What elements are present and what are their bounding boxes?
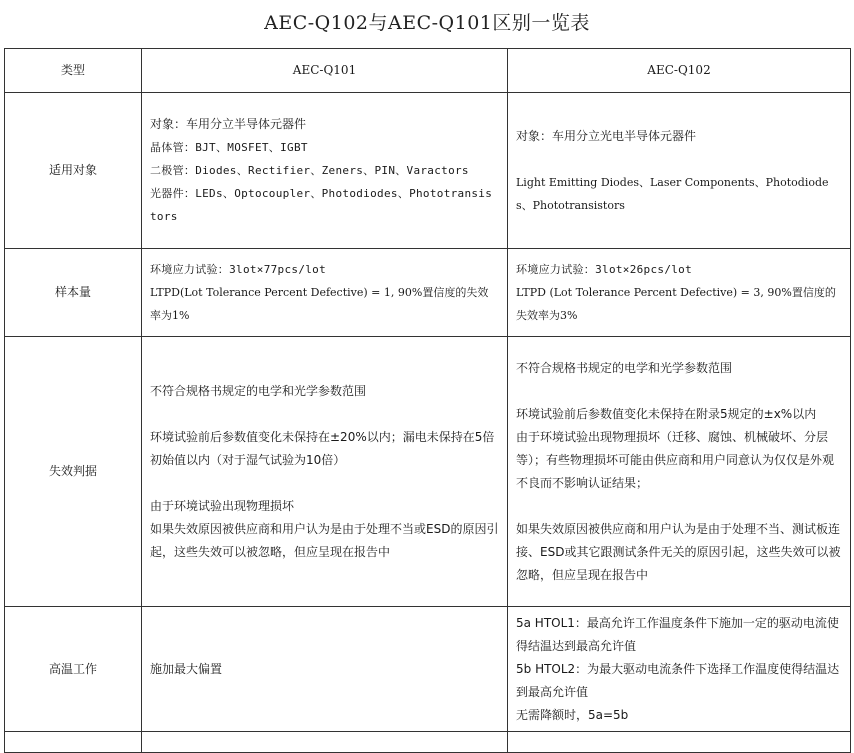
cell-q102-next <box>508 732 851 753</box>
header-type: 类型 <box>5 49 142 93</box>
q102-htol-line: 5b HTOL2：为最大驱动电流条件下选择工作温度使得结温达到最高允许值 <box>516 661 840 699</box>
q101-applicable-line: 晶体管：BJT、MOSFET、IGBT <box>150 141 308 154</box>
q101-applicable-line: 二极管：Diodes、Rectifier、Zeners、PIN、Varactors <box>150 164 469 177</box>
cell-q102-applicable <box>508 93 851 249</box>
q101-failure-line: 环境试验前后参数值变化未保持在±20%以内；漏电未保持在5倍初始值以内（对于湿气试验为10倍） <box>150 429 495 467</box>
q101-failure-line: 不符合规格书规定的电学和光学参数范围 <box>150 383 367 398</box>
page-title: AEC-Q102与AEC-Q101区别一览表 <box>264 12 590 34</box>
q102-failure-line: 不符合规格书规定的电学和光学参数范围 <box>516 360 733 375</box>
header-q102: AEC-Q102 <box>508 49 851 93</box>
q102-failure-line: 如果失效原因被供应商和用户认为是由于处理不当、测试板连接、ESD或其它跟测试条件无关的原因引起，这些失效可以被忽略，但应呈现在报告中 <box>516 521 841 582</box>
cell-q101-next <box>142 732 508 753</box>
q102-htol-line: 无需降额时，5a=5b <box>516 707 629 722</box>
cell-q101-applicable <box>142 93 508 249</box>
table-row-failure <box>5 337 851 607</box>
cell-q102-htol <box>508 607 851 732</box>
table-row-next <box>5 732 851 753</box>
q101-applicable-line: 对象：车用分立半导体元器件 <box>150 117 307 131</box>
row-label-failure: 失效判据 <box>5 337 142 607</box>
table-row-htol <box>5 607 851 732</box>
q102-sample-line: LTPD (Lot Tolerance Percent Defective) = 3, 90%置信度的失效率为3% <box>516 286 836 322</box>
row-label-applicable: 适用对象 <box>5 93 142 249</box>
header-q101: AEC-Q101 <box>142 49 508 93</box>
row-label-sample: 样本量 <box>5 249 142 337</box>
q101-sample-line: LTPD(Lot Tolerance Percent Defective) = 1, 90%置信度的失效率为1% <box>150 286 489 322</box>
q102-sample-line: 环境应力试验：3lot×26pcs/lot <box>516 263 693 276</box>
q101-failure-line: 由于环境试验出现物理损坏 <box>150 498 295 513</box>
table-row-sample <box>5 249 851 337</box>
q102-applicable-line: Light Emitting Diodes、Laser Components、Photodiodes、Phototransistors <box>516 175 829 212</box>
row-label-htol: 高温工作 <box>5 607 142 732</box>
q101-failure-line: 如果失效原因被供应商和用户认为是由于处理不当或ESD的原因引起，这些失效可以被忽略，但应呈现在报告中 <box>150 521 499 559</box>
q102-applicable-line: 对象：车用分立光电半导体元器件 <box>516 128 697 143</box>
cell-q101-htol: 施加最大偏置 <box>142 607 508 732</box>
cell-q101-sample <box>142 249 508 337</box>
cell-q101-failure <box>142 337 508 607</box>
q102-htol-line: 5a HTOL1：最高允许工作温度条件下施加一定的驱动电流使得结温达到最高允许值 <box>516 615 839 653</box>
cell-q102-failure <box>508 337 851 607</box>
cell-q102-sample <box>508 249 851 337</box>
q101-sample-line: 环境应力试验：3lot×77pcs/lot <box>150 263 327 276</box>
q102-failure-line: 由于环境试验出现物理损坏（迁移、腐蚀、机械破坏、分层等）；有些物理损坏可能由供应商和用户同意认为仅仅是外观不良而不影响认证结果； <box>516 429 835 490</box>
table-row-applicable <box>5 93 851 249</box>
row-label-next <box>5 732 142 753</box>
comparison-table <box>4 48 851 753</box>
q101-applicable-line: 光器件：LEDs、Optocoupler、Photodiodes、Phototransistors <box>150 187 493 223</box>
table-header-row <box>5 49 851 93</box>
q102-failure-line: 环境试验前后参数值变化未保持在附录5规定的±x%以内 <box>516 406 817 421</box>
